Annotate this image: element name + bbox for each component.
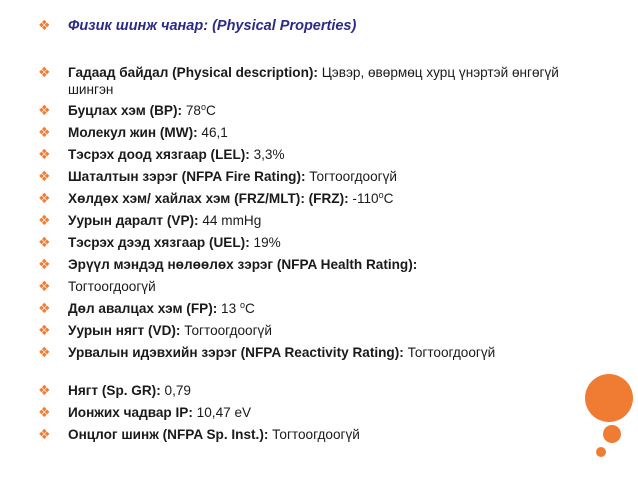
degree-symbol: o xyxy=(239,300,245,310)
item-label: Дөл авалцах хэм (FP): xyxy=(68,301,218,316)
bullet-icon: ❖ xyxy=(38,234,51,250)
item-label: Ионжих чадвар IP: xyxy=(68,405,193,420)
item-value: Тогтоогдоогүй xyxy=(403,345,496,360)
list-item xyxy=(38,278,598,295)
bullet-icon: ❖ xyxy=(38,278,51,294)
bullet-icon: ❖ xyxy=(38,404,51,420)
item-unit: C xyxy=(383,191,394,206)
list-item xyxy=(38,64,598,98)
item-value: 10,47 eV xyxy=(192,405,252,420)
bullet-icon: ❖ xyxy=(38,256,51,272)
degree-symbol: o xyxy=(378,190,384,200)
list-item xyxy=(38,256,598,273)
bullet-icon: ❖ xyxy=(38,17,51,33)
decorative-circle-medium xyxy=(603,425,621,443)
bullet-icon: ❖ xyxy=(38,212,51,228)
item-value: Тогтоогдоогүй xyxy=(305,169,397,184)
list-item xyxy=(38,426,598,443)
item-label: Молекул жин (MW): xyxy=(68,125,198,140)
item-value: 46,1 xyxy=(197,125,228,140)
item-label: Уурын даралт (VP): xyxy=(68,213,199,228)
bullet-icon: ❖ xyxy=(38,426,51,442)
item-unit: C xyxy=(205,103,216,118)
list-item xyxy=(38,102,598,119)
item-value: Цэвэр, өвөрмөц хурц үнэртэй өнгөгүй шингэн xyxy=(68,65,559,97)
list-item xyxy=(38,234,598,251)
bullet-icon: ❖ xyxy=(38,344,51,360)
item-label: Урвалын идэвхийн зэрэг (NFPA Reactivity Rating): xyxy=(68,345,404,360)
item-label: Онцлог шинж (NFPA Sp. Inst.): xyxy=(68,427,269,442)
bullet-icon: ❖ xyxy=(38,102,51,118)
item-value: 44 mmHg xyxy=(198,213,262,228)
list-item xyxy=(38,344,508,361)
list-item xyxy=(38,300,598,317)
list-item xyxy=(38,190,598,207)
decorative-circle-large xyxy=(585,374,633,422)
degree-symbol: o xyxy=(200,102,206,112)
bullet-icon: ❖ xyxy=(38,382,51,398)
item-label: Нягт (Sp. GR): xyxy=(68,383,161,398)
item-label: Гадаад байдал (Physical description): xyxy=(68,65,318,80)
item-value: 19% xyxy=(249,235,281,250)
list-item xyxy=(38,212,598,229)
item-label: Шаталтын зэрэг (NFPA Fire Rating): xyxy=(68,169,306,184)
list-item xyxy=(38,146,598,163)
item-value: -110 xyxy=(348,191,379,206)
list-item xyxy=(38,382,598,399)
bullet-icon: ❖ xyxy=(38,168,51,184)
bullet-icon: ❖ xyxy=(38,300,51,316)
title-item xyxy=(38,17,598,35)
bullet-icon: ❖ xyxy=(38,190,51,206)
item-value: 78 xyxy=(182,103,201,118)
list-item xyxy=(38,124,598,141)
item-value: Тогтоогдоогүй xyxy=(68,279,156,294)
item-label: Тэсрэх доод хязгаар (LEL): xyxy=(68,147,250,162)
item-unit: C xyxy=(244,301,255,316)
item-label: Тэсрэх дээд хязгаар (UEL): xyxy=(68,235,250,250)
item-label: Эрүүл мэндэд нөлөөлөх зэрэг (NFPA Health Rating): xyxy=(68,257,418,272)
item-label: Хөлдөх хэм/ хайлах хэм (FRZ/MLT): (FRZ): xyxy=(68,191,349,206)
list-item xyxy=(38,168,598,185)
item-label: Буцлах хэм (BP): xyxy=(68,103,183,118)
item-label: Уурын нягт (VD): xyxy=(68,323,181,338)
list-item xyxy=(38,322,598,339)
slide-title: Физик шинж чанар: (Physical Properties) xyxy=(68,18,357,34)
item-value: Тогтоогдоогүй xyxy=(180,323,272,338)
bullet-icon: ❖ xyxy=(38,124,51,140)
item-value: 13 xyxy=(217,301,240,316)
bullet-icon: ❖ xyxy=(38,146,51,162)
list-item xyxy=(38,404,598,421)
bullet-icon: ❖ xyxy=(38,322,51,338)
item-value: 3,3% xyxy=(249,147,285,162)
item-value: 0,79 xyxy=(160,383,191,398)
bullet-icon: ❖ xyxy=(38,64,51,80)
item-value: Тогтоогдоогүй xyxy=(268,427,360,442)
decorative-circle-small xyxy=(596,447,606,457)
